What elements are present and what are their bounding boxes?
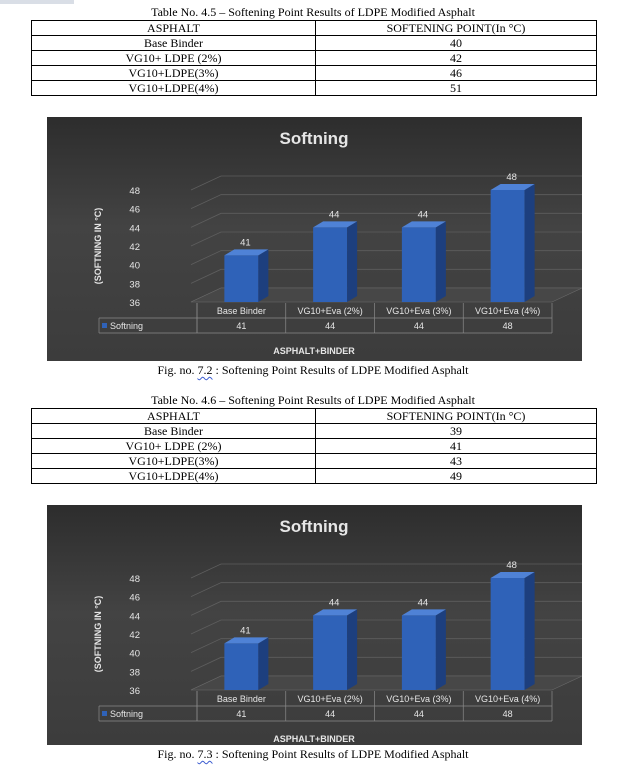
y-tick-label: 42 <box>129 630 140 641</box>
selection-highlight <box>0 0 74 4</box>
bar-side <box>525 572 535 690</box>
bar-side <box>436 221 446 302</box>
x-tick-label: VG10+Eva (3%) <box>386 306 452 316</box>
header-cell: SOFTENING POINT(In °C) <box>316 21 597 36</box>
bar-side <box>347 609 357 690</box>
y-tick-label: 42 <box>129 242 140 253</box>
results-table <box>31 20 597 96</box>
data-label: 44 <box>417 597 429 609</box>
table-value: 44 <box>325 321 336 331</box>
header-cell: SOFTENING POINT(In °C) <box>316 409 597 424</box>
y-axis-label: (SOFTNING IN °C) <box>93 595 103 673</box>
header-cell: ASPHALT <box>32 21 316 36</box>
data-label: 48 <box>506 560 517 571</box>
figure-caption-label: Fig. no. <box>157 363 198 377</box>
data-label: 44 <box>417 209 429 221</box>
table-cell: VG10+ LDPE (2%) <box>32 51 316 66</box>
bar <box>491 190 525 302</box>
table-value: 41 <box>236 321 247 331</box>
y-tick-label: 36 <box>129 298 140 309</box>
figure-caption-label: Fig. no. <box>157 747 198 761</box>
figure-caption <box>0 747 626 761</box>
bar <box>402 227 436 302</box>
table-row <box>32 439 597 454</box>
bar <box>313 615 347 690</box>
table-row <box>32 51 597 66</box>
table-value: 41 <box>236 709 247 719</box>
figure-caption <box>0 363 626 377</box>
table-row <box>32 424 597 439</box>
table-cell: 51 <box>316 81 597 96</box>
table-row <box>32 454 597 469</box>
x-tick-label: Base Binder <box>216 306 266 316</box>
table-value: 44 <box>413 321 424 331</box>
x-tick-label: VG10+Eva (4%) <box>474 306 541 316</box>
y-tick-label: 40 <box>129 260 140 272</box>
bar-side <box>525 184 535 302</box>
y-tick-label: 48 <box>129 186 140 197</box>
data-label: 44 <box>328 209 340 221</box>
header-cell: ASPHALT <box>32 409 316 424</box>
table-header-row <box>32 409 597 424</box>
softening-chart-svg <box>47 117 582 361</box>
bar-side <box>258 249 268 302</box>
table-cell: VG10+LDPE(3%) <box>32 454 316 469</box>
table-value: 48 <box>502 709 513 719</box>
table-cell: Base Binder <box>32 36 316 51</box>
x-tick-label: VG10+Eva (2%) <box>297 694 363 704</box>
y-axis-label: (SOFTNING IN °C) <box>93 207 103 285</box>
y-tick-label: 38 <box>129 667 140 679</box>
x-axis-label: ASPHALT+BINDER <box>273 346 355 356</box>
bar-side <box>347 221 357 302</box>
table-cell: 43 <box>316 454 597 469</box>
table-cell: 40 <box>316 36 597 51</box>
legend-key <box>102 323 107 328</box>
table-cell: 39 <box>316 424 597 439</box>
table-cell: Base Binder <box>32 424 316 439</box>
y-tick-label: 46 <box>129 204 140 216</box>
data-label: 44 <box>328 597 340 609</box>
table-cell: 46 <box>316 66 597 81</box>
softening-chart-svg <box>47 505 582 745</box>
softening-chart <box>47 505 582 745</box>
data-label: 41 <box>240 237 251 249</box>
bar <box>402 615 436 690</box>
bar <box>224 255 258 302</box>
legend-label: Softning <box>110 709 144 719</box>
table-value: 48 <box>502 321 513 331</box>
table-cell: VG10+LDPE(3%) <box>32 66 316 81</box>
bar-side <box>258 637 268 690</box>
table-row <box>32 66 597 81</box>
table-cell: VG10+LDPE(4%) <box>32 469 316 484</box>
legend-label: Softning <box>110 321 144 331</box>
softening-chart <box>47 117 582 361</box>
chart-title: Softning <box>279 517 349 536</box>
table-cell: VG10+ LDPE (2%) <box>32 439 316 454</box>
table-value: 44 <box>325 709 336 719</box>
y-tick-label: 44 <box>129 223 140 235</box>
table-cell: 41 <box>316 439 597 454</box>
table-cell: VG10+LDPE(4%) <box>32 81 316 96</box>
x-tick-label: Base Binder <box>216 694 266 704</box>
results-table <box>31 408 597 484</box>
figure-caption-text: : Softening Point Results of LDPE Modified Asphalt <box>212 747 469 761</box>
bar <box>313 227 347 302</box>
table-row <box>32 81 597 96</box>
x-tick-label: VG10+Eva (4%) <box>474 694 541 704</box>
table-header-row <box>32 21 597 36</box>
table-caption: Table No. 4.6 – Softening Point Results of LDPE Modified Asphalt <box>151 393 475 407</box>
bar-side <box>436 609 446 690</box>
bar <box>491 578 525 690</box>
data-label: 48 <box>506 172 517 183</box>
chart-title: Softning <box>279 129 349 148</box>
bar <box>224 643 258 690</box>
x-tick-label: VG10+Eva (2%) <box>297 306 363 316</box>
table-cell: 49 <box>316 469 597 484</box>
table-value: 44 <box>413 709 424 719</box>
y-tick-label: 36 <box>129 686 140 697</box>
x-axis-label: ASPHALT+BINDER <box>273 734 355 744</box>
x-tick-label: VG10+Eva (3%) <box>386 694 452 704</box>
table-caption: Table No. 4.5 – Softening Point Results of LDPE Modified Asphalt <box>151 5 475 19</box>
figure-number: 7.2 <box>197 363 213 377</box>
y-tick-label: 46 <box>129 592 140 604</box>
y-tick-label: 40 <box>129 648 140 660</box>
legend-key <box>102 711 107 716</box>
y-tick-label: 38 <box>129 279 140 291</box>
figure-caption-text: : Softening Point Results of LDPE Modified Asphalt <box>212 363 469 377</box>
figure-number: 7.3 <box>197 747 213 761</box>
y-tick-label: 48 <box>129 574 140 585</box>
y-tick-label: 44 <box>129 611 140 623</box>
data-label: 41 <box>240 625 251 637</box>
table-cell: 42 <box>316 51 597 66</box>
table-row <box>32 36 597 51</box>
table-row <box>32 469 597 484</box>
